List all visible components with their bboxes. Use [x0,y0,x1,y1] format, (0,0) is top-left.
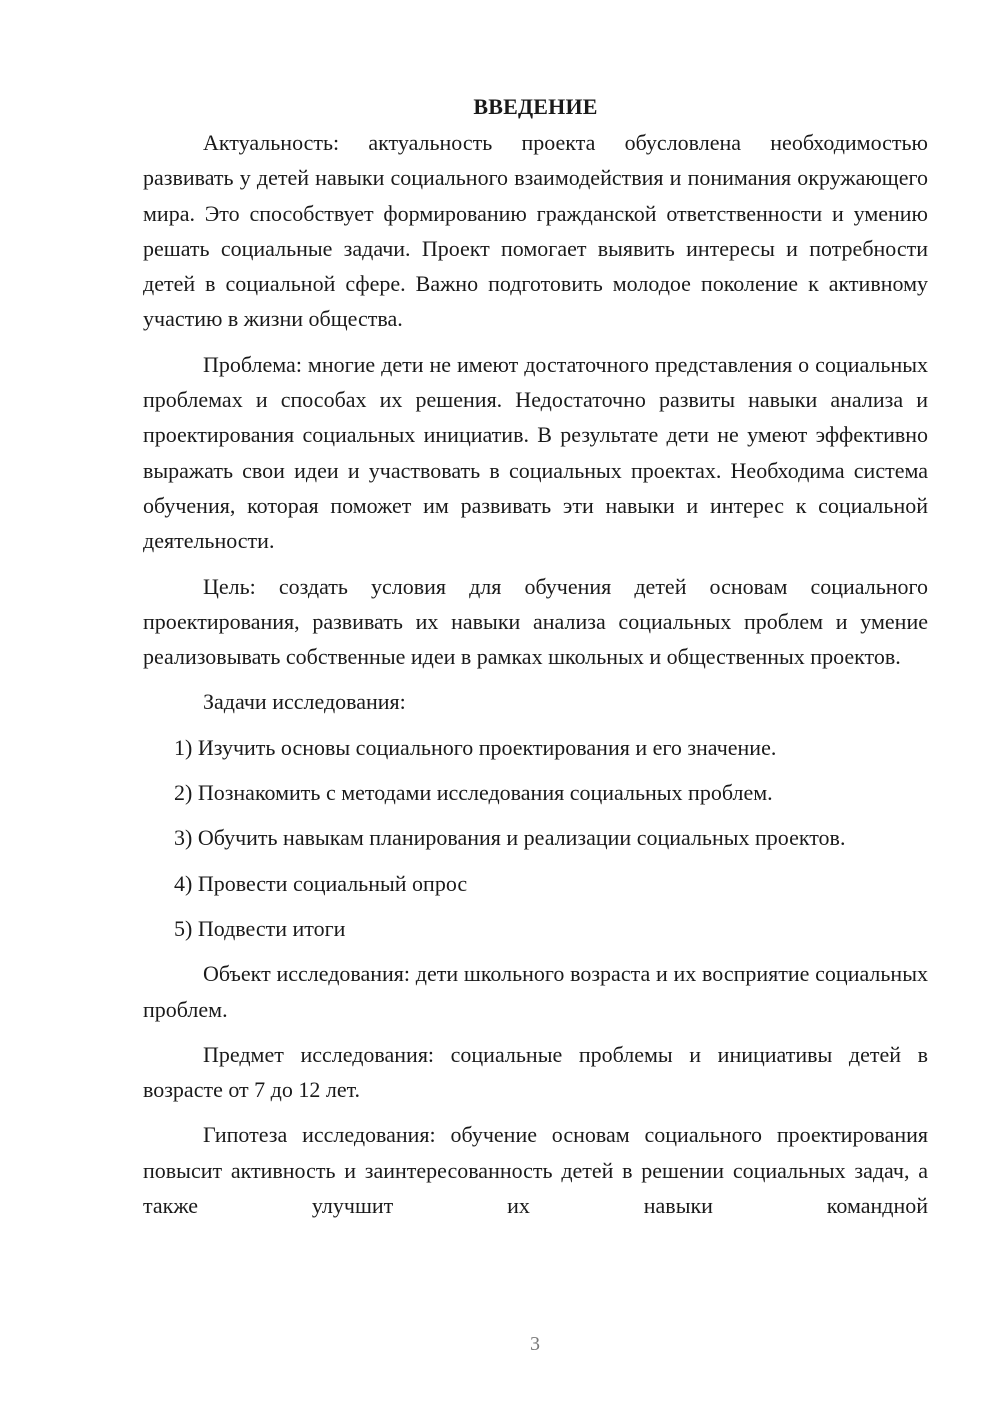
list-item: 1) Изучить основы социального проектирования и его значение. [174,734,777,760]
tasks-heading: Задачи исследования: [203,689,406,715]
hypothesis-paragraph: Гипотеза исследования: обучение основам социального проектирования повысит активность и заинтересованность детей в решении социальных задач, а также улучшит их навыки командной [143,1122,928,1219]
page-number: 3 [530,1333,540,1355]
list-item: 5) Подвести итоги [174,915,346,941]
object-paragraph: Объект исследования: дети школьного возраста и их восприятие социальных проблем. [143,961,928,1022]
goal-paragraph: Цель: создать условия для обучения детей основам социального проектирования, развивать их навыки анализа социальных проблем и умение реализовывать собственные идеи в рамках школьных и общественных проектов. [143,573,928,670]
list-item: 3) Обучить навыкам планирования и реализации социальных проектов. [174,825,846,851]
subject-paragraph: Предмет исследования: социальные проблемы и инициативы детей в возрасте от 7 до 12 лет. [143,1041,928,1103]
list-item: 2) Познакомить с методами исследования социальных проблем. [174,780,773,806]
page-title: ВВЕДЕНИЕ [473,94,598,119]
list-item: 4) Провести социальный опрос [174,870,468,896]
relevance-paragraph: Актуальность: актуальность проекта обусловлена необходимостью развивать у детей навыки социального взаимодействия и понимания окружающего мира. Это способствует формированию гражданской ответственности и умению решать социальные задачи. Проект помогает выявить интересы и потребности детей в социальной сфере. Важно подготовить молодое поколение к активному участию в жизни общества. [143,130,928,332]
document-page [143,90,928,1233]
problem-paragraph: Проблема: многие дети не имеют достаточного представления о социальных проблемах и способах их решения. Недостаточно развиты навыки анализа и проектирования социальных инициатив. В результате дети не умеют эффективно выражать свои идеи и участвовать в социальных проектах. Необходима система обучения, которая поможет им развивать эти навыки и интерес к социальной деятельности. [143,351,928,554]
